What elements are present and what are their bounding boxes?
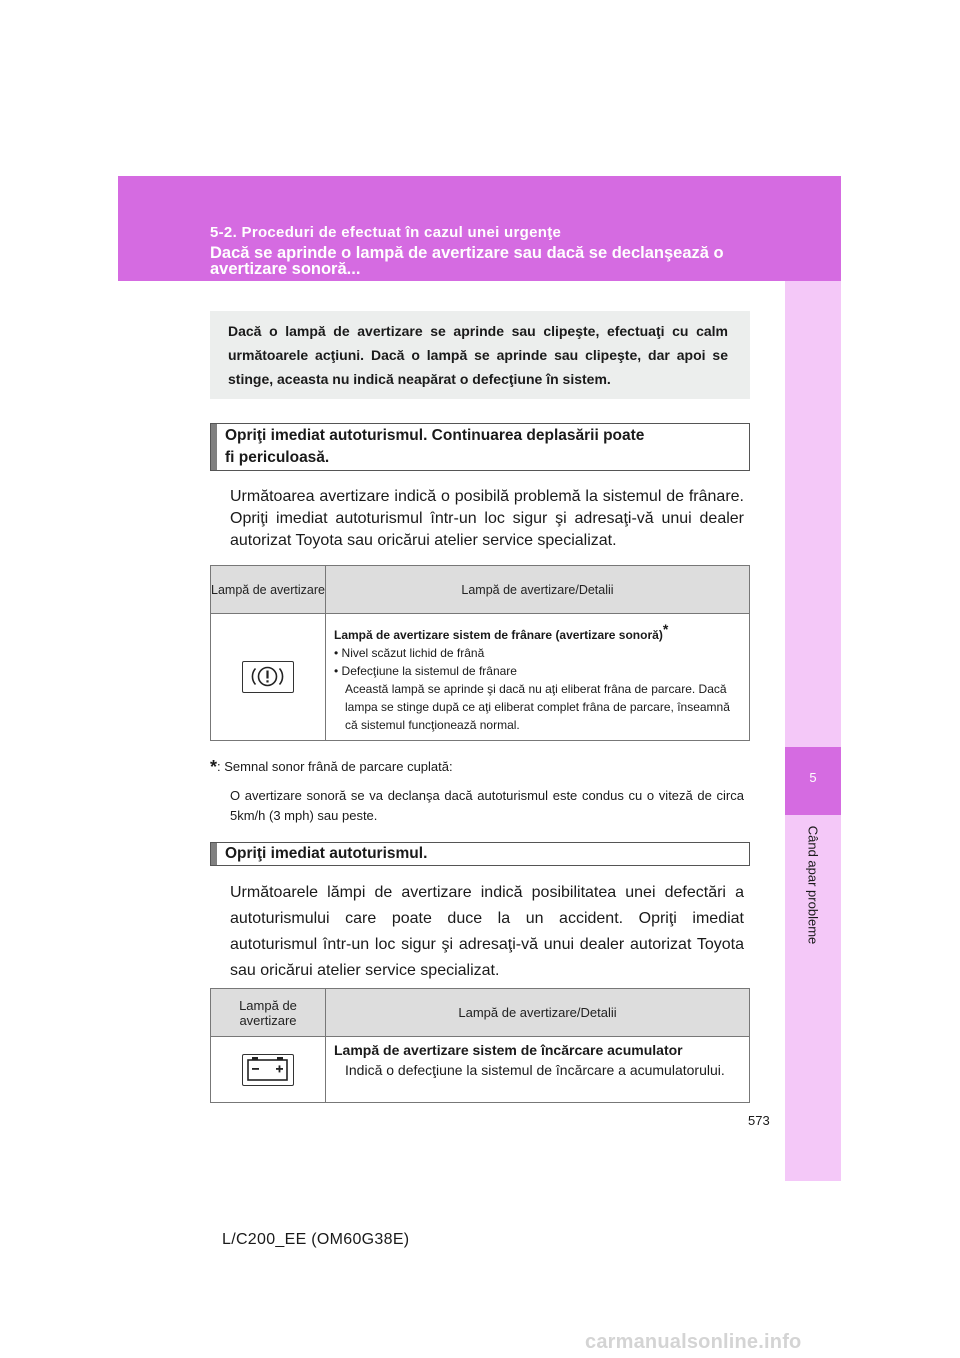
brake-warning-icon — [242, 661, 294, 693]
page-number: 573 — [748, 1113, 770, 1128]
lamp-title: Lampă de avertizare sistem de frânare (avertizare sonoră) — [334, 628, 663, 642]
footnote-mark: * — [210, 757, 218, 777]
footnote-body: O avertizare sonoră se va declanşa dacă autoturismul este condus cu o viteză de circa 5km/h (3 mph) sau peste. — [230, 788, 744, 823]
detail-bullet: • Nivel scăzut lichid de frână — [334, 646, 485, 660]
section-label: 5-2. Proceduri de efectuat în cazul unei urgenţe — [210, 224, 562, 241]
lamp-cell — [211, 1037, 326, 1103]
battery-icon — [242, 1054, 294, 1086]
detail-bullet: • Defecţiune la sistemul de frânare — [334, 664, 517, 678]
table-header-lamp: Lampă de avertizare — [211, 566, 326, 614]
warning-lamp-table-1 — [210, 565, 750, 741]
page-title: Dacă se aprinde o lampă de avertizare sau dacă se declanşează o avertizare sonoră... — [210, 244, 724, 278]
section1-body: Următoarea avertizare indică o posibilă problemă la sistemul de frânare. Opriţi imediat autoturismul într-un loc sigur şi adresaţi-vă unui dealer autorizat Toyota sau oricărui atelier service specializat. — [230, 488, 744, 549]
heading-bar — [211, 843, 217, 865]
watermark: carmanualsonline.info — [585, 1331, 802, 1353]
heading-line: Opriţi imediat autoturismul. — [225, 845, 428, 862]
section-heading-2 — [210, 842, 750, 866]
details-cell — [326, 614, 750, 741]
intro-text: Dacă o lampă de avertizare se aprinde sau clipeşte, efectuaţi cu calm următoarele acţiuni. Dacă o lampă se aprinde sau clipeşte, dar apoi se stinge, aceasta nu indică neapărat o defecţiune în sistem. — [228, 323, 728, 387]
details-cell — [326, 1037, 750, 1103]
heading-line: fi periculoasă. — [225, 449, 330, 466]
footnote-label: *: Semnal sonor frână de parcare cuplată: — [210, 757, 453, 777]
chapter-number: 5 — [809, 770, 817, 785]
side-tab-column — [785, 281, 841, 1181]
asterisk-mark: * — [662, 621, 669, 637]
heading-line: Opriţi imediat autoturismul. Continuarea deplasării poate — [225, 427, 645, 444]
warning-lamp-table-2 — [210, 988, 750, 1103]
table-header-lamp: Lampă de avertizare — [211, 989, 326, 1037]
document-code: L/C200_EE (OM60G38E) — [222, 1231, 410, 1248]
table-header-details: Lampă de avertizare/Detalii — [326, 989, 750, 1037]
section-heading-1 — [210, 423, 750, 471]
lamp-title: Lampă de avertizare sistem de încărcare acumulator — [334, 1042, 683, 1058]
detail-note: Indică o defecţiune la sistemul de încărcare a acumulatorului. — [345, 1062, 725, 1078]
section2-body: Următoarele lămpi de avertizare indică posibilitatea unei defectări a autoturismului care poate duce la un accident. Opriţi imediat autoturismul într-un loc sigur şi adresaţi-vă unui dealer autorizat Toyota sau oricărui atelier service specializat. — [230, 884, 744, 979]
lamp-cell — [211, 614, 326, 741]
heading-bar — [211, 424, 217, 470]
table-header-details: Lampă de avertizare/Detalii — [326, 566, 750, 614]
detail-note: Această lampă se aprinde şi dacă nu aţi eliberat frâna de parcare. Dacă lampa se stinge după ce aţi eliberat complet frâna de parcare, înseamnă că sistemul funcţionează normal. — [345, 682, 730, 732]
chapter-label: Când apar probleme — [805, 825, 821, 945]
